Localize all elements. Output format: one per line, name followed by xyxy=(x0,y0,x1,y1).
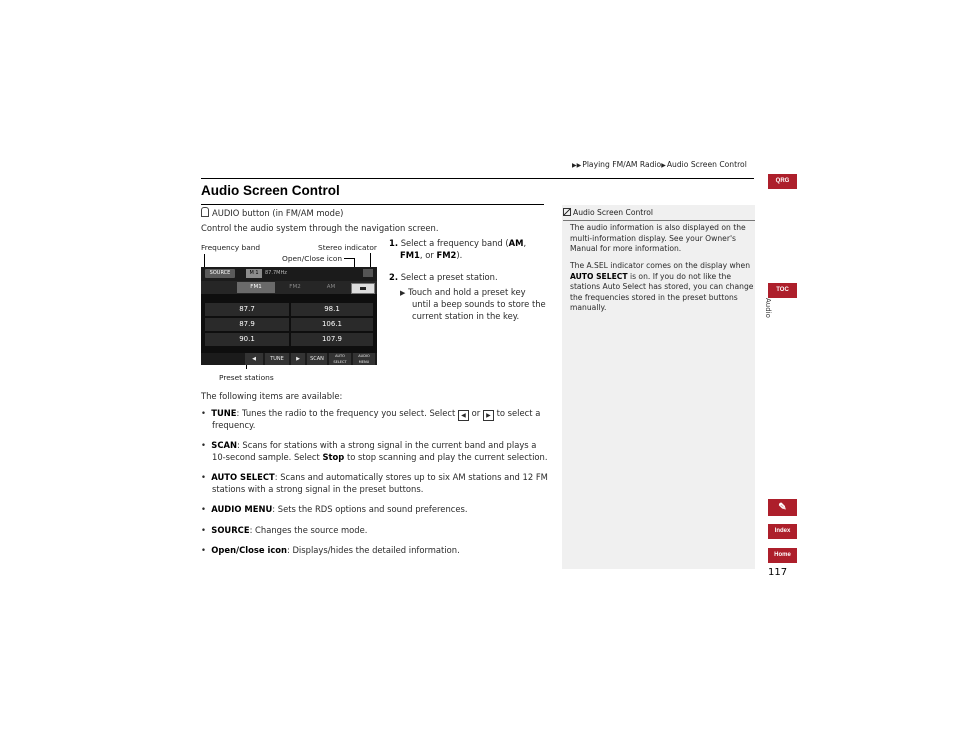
screen-prev-button: ◀ xyxy=(245,353,263,365)
screen-open-close-icon xyxy=(351,283,375,294)
item-text: to select a xyxy=(496,408,541,418)
item-text: 10-second sample. Select xyxy=(212,452,320,462)
label-preset-stations: Preset stations xyxy=(219,373,274,382)
item-text-cont xyxy=(212,451,548,463)
item-text: to stop scanning and play the current selection. xyxy=(346,452,548,462)
nav-reference xyxy=(201,207,343,219)
callout-line xyxy=(344,258,354,259)
sidebar-line xyxy=(570,272,753,283)
sidebar-line: Manual for more information. xyxy=(570,244,682,254)
label-frequency-band: Frequency band xyxy=(201,243,261,252)
screen-scan-button: SCAN xyxy=(307,353,327,365)
screen-preset: 106.1 xyxy=(291,318,373,331)
screen-audio-menu-button: AUDIO MENU xyxy=(353,353,375,365)
arrow-icon: ▶ xyxy=(661,162,666,169)
step-sub-text: until a beep sounds to store the xyxy=(412,299,546,309)
qrg-tab[interactable]: QRG xyxy=(768,174,797,189)
sidebar-paragraph-1 xyxy=(570,223,746,255)
nav-reference-text: AUDIO button (in FM/AM mode) xyxy=(212,208,344,218)
source-key: SOURCE xyxy=(211,525,250,535)
open-close-key: Open/Close icon xyxy=(211,545,287,555)
step-number: 1. xyxy=(389,238,399,248)
page-title: Audio Screen Control xyxy=(201,183,340,198)
bullet: • xyxy=(201,408,206,418)
sidebar-line: stations Auto Select has stored, you can change xyxy=(570,282,754,292)
audio-menu-key: AUDIO MENU xyxy=(211,504,273,514)
screen-tune-button: TUNE xyxy=(265,353,289,365)
voice-tab[interactable] xyxy=(768,499,797,516)
screen-source-button: SOURCE xyxy=(205,269,235,278)
section-label: Audio xyxy=(764,298,772,318)
bullet: • xyxy=(201,440,206,450)
item-text: : Sets the RDS options and sound preferences. xyxy=(272,504,468,514)
reference-icon xyxy=(563,208,571,216)
sidebar-rule xyxy=(563,220,755,221)
item-text: : Tunes the radio to the frequency you select. Select xyxy=(236,408,456,418)
title-rule xyxy=(201,204,544,205)
screen-tab-am: AM xyxy=(326,284,336,290)
screen-tab-fm1: FM1 xyxy=(237,282,275,293)
triangle-icon: ▶ xyxy=(400,289,406,297)
auto-select-key: AUTO SELECT xyxy=(570,271,628,281)
step-text: ). xyxy=(456,250,463,260)
screen-preset: 107.9 xyxy=(291,333,373,346)
sidebar-line: The audio information is also displayed on the xyxy=(570,223,746,232)
sidebar-paragraph-2 xyxy=(570,261,753,314)
fm1-key: FM1 xyxy=(400,250,420,260)
screen-stereo-indicator xyxy=(363,269,373,277)
voice-icon xyxy=(201,207,209,217)
sidebar-line: the frequencies stored in the preset buttons xyxy=(570,292,738,302)
index-tab[interactable]: Index xyxy=(768,524,797,539)
right-arrow-icon: ▶ xyxy=(483,410,494,421)
screen-frequency: 87.7MHz xyxy=(265,270,287,276)
step-text: , or xyxy=(419,250,434,260)
fm2-key: FM2 xyxy=(436,250,457,260)
item-text: : Changes the source mode. xyxy=(249,525,368,535)
items-intro: The following items are available: xyxy=(201,391,343,401)
list-item xyxy=(201,524,367,536)
screen-auto-select-button: AUTO SELECT xyxy=(329,353,351,365)
screen-tab-fm2: FM2 xyxy=(289,284,301,290)
label-open-close: Open/Close icon xyxy=(282,254,343,263)
screen-preset: 87.7 xyxy=(205,303,289,316)
step-1 xyxy=(389,237,526,249)
step-sub-text: Touch and hold a preset key xyxy=(408,287,526,297)
step-sub-text: current station in the key. xyxy=(412,311,520,321)
bullet: • xyxy=(201,545,206,555)
bullet: • xyxy=(201,525,206,535)
tune-key: TUNE xyxy=(211,408,237,418)
sidebar-text: is on. If you do not like the xyxy=(629,271,732,281)
step-2 xyxy=(389,271,498,283)
sidebar-line: The A.SEL indicator comes on the display when xyxy=(570,261,751,270)
scan-key: SCAN xyxy=(211,440,237,450)
item-text: frequency. xyxy=(212,420,256,430)
list-item xyxy=(201,544,460,556)
top-rule xyxy=(201,178,754,179)
auto-select-key: AUTO SELECT xyxy=(211,472,275,482)
step-1-cont xyxy=(400,249,462,261)
voice-command-icon: ✎ xyxy=(778,502,787,513)
breadcrumb-part1[interactable]: Playing FM/AM Radio xyxy=(582,160,662,169)
step-text: , xyxy=(523,238,527,248)
item-text: : Scans and automatically stores up to six AM stations and 12 FM xyxy=(274,472,548,482)
item-text: stations with a strong signal in the preset buttons. xyxy=(212,484,424,494)
sidebar-line: manually. xyxy=(570,303,607,313)
breadcrumb xyxy=(572,160,747,169)
left-arrow-icon: ◀ xyxy=(458,410,469,421)
list-item xyxy=(201,439,536,451)
screen-bottom-bar xyxy=(201,353,377,365)
screen-preset: 87.9 xyxy=(205,318,289,331)
screen-m1-indicator: M 1 xyxy=(246,269,262,278)
step-text: Select a preset station. xyxy=(400,272,498,282)
audio-screen-image xyxy=(201,267,377,365)
sidebar-note xyxy=(562,205,755,569)
sidebar-heading xyxy=(563,208,653,217)
page-number: 117 xyxy=(768,567,788,578)
list-item xyxy=(201,471,548,483)
screen-band-tabs xyxy=(201,281,377,294)
item-text: or xyxy=(471,408,481,418)
stop-key: Stop xyxy=(322,452,345,462)
intro-text: Control the audio system through the navigation screen. xyxy=(201,223,439,233)
step-text: Select a frequency band ( xyxy=(400,238,509,248)
am-key: AM xyxy=(508,238,524,248)
item-text: : Scans for stations with a strong signal in the current band and plays a xyxy=(236,440,537,450)
arrow-icon: ▶▶ xyxy=(572,162,582,169)
screen-next-button: ▶ xyxy=(291,353,305,365)
item-text: : Displays/hides the detailed information. xyxy=(287,545,460,555)
sidebar-line: multi-information display. See your Owner's xyxy=(570,233,737,243)
breadcrumb-part2[interactable]: Audio Screen Control xyxy=(666,160,747,169)
screen-preset: 90.1 xyxy=(205,333,289,346)
step-number: 2. xyxy=(389,272,399,282)
sidebar-heading-text: Audio Screen Control xyxy=(573,208,653,217)
label-stereo-indicator: Stereo indicator xyxy=(318,243,377,252)
bullet: • xyxy=(201,472,206,482)
bullet: • xyxy=(201,504,206,514)
toc-tab[interactable]: TOC xyxy=(768,283,797,298)
home-tab[interactable]: Home xyxy=(768,548,797,563)
list-item xyxy=(201,503,468,515)
screen-preset: 98.1 xyxy=(291,303,373,316)
